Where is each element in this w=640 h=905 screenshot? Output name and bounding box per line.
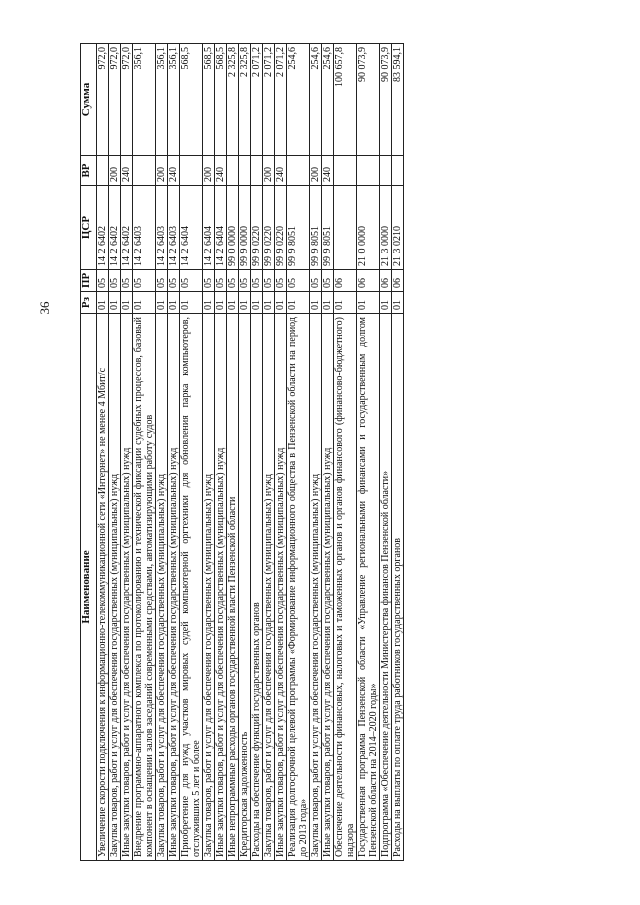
- table-row: [310, 44, 322, 861]
- header-rz: Рз: [81, 292, 97, 314]
- cell-sum: 254,6: [287, 44, 310, 156]
- cell-sum: 568,5: [203, 44, 215, 156]
- table-row: [334, 44, 357, 861]
- cell-vr: [97, 156, 109, 186]
- cell-name: Закупка товаров, работ и услуг для обеспечения государственных (муниципальных) нужд: [310, 314, 322, 861]
- table-row: [357, 44, 380, 861]
- cell-sum: 90 073,9: [357, 44, 380, 156]
- cell-csr: 21 3 0210: [392, 186, 404, 270]
- cell-name: Закупка товаров, работ и услуг для обеспечения государственных (муниципальных) нужд: [203, 314, 215, 861]
- cell-sum: 972,0: [109, 44, 121, 156]
- cell-sum: 356,1: [168, 44, 180, 156]
- cell-vr: [287, 156, 310, 186]
- cell-name: Государственная программа Пензенской области «Управление региональными финансами и государственным долгом Пензенской области на 2014–2020 годы»: [357, 314, 380, 861]
- cell-name: Увеличение скорости подключения к информационно-телекоммуникационной сети «Интернет» не менее 4 Мбит/с: [97, 314, 109, 861]
- cell-csr: 14 2 6404: [180, 186, 203, 270]
- budget-table-rotated: [80, 44, 522, 861]
- cell-vr: 200: [310, 156, 322, 186]
- cell-csr: 99 9 0220: [275, 186, 287, 270]
- cell-sum: 972,0: [121, 44, 133, 156]
- cell-csr: 14 2 6403: [168, 186, 180, 270]
- cell-csr: 99 9 0000: [239, 186, 251, 270]
- cell-pr: 05: [133, 270, 156, 292]
- cell-pr: 05: [310, 270, 322, 292]
- cell-csr: 99 9 0220: [263, 186, 275, 270]
- cell-name: Закупка товаров, работ и услуг для обеспечения государственных (муниципальных) нужд: [156, 314, 168, 861]
- cell-vr: 240: [322, 156, 334, 186]
- cell-rz: 01: [133, 292, 156, 314]
- table-row: [392, 44, 404, 861]
- table-row: [263, 44, 275, 861]
- cell-pr: 05: [109, 270, 121, 292]
- cell-csr: 14 2 6403: [156, 186, 168, 270]
- cell-rz: 01: [357, 292, 380, 314]
- table-row: [97, 44, 109, 861]
- table-row: [287, 44, 310, 861]
- cell-pr: 06: [357, 270, 380, 292]
- cell-pr: 05: [121, 270, 133, 292]
- cell-name: Иные закупки товаров, работ и услуг для обеспечения государственных (муниципальных) нужд: [215, 314, 227, 861]
- cell-pr: 05: [156, 270, 168, 292]
- header-vr: ВР: [81, 156, 97, 186]
- cell-name: Реализация долгосрочной целевой программы «Формирование информационного общества в Пензенской области на период до 2013 года»: [287, 314, 310, 861]
- cell-csr: 99 9 0220: [251, 186, 263, 270]
- cell-sum: 2 325,8: [239, 44, 251, 156]
- table-row: [203, 44, 215, 861]
- table-row: [133, 44, 156, 861]
- cell-name: Иные закупки товаров, работ и услуг для обеспечения государственных (муниципальных) нужд: [168, 314, 180, 861]
- cell-csr: 21 0 0000: [357, 186, 380, 270]
- cell-sum: 568,5: [180, 44, 203, 156]
- cell-rz: 01: [121, 292, 133, 314]
- cell-vr: [251, 156, 263, 186]
- cell-rz: 01: [109, 292, 121, 314]
- cell-rz: 01: [310, 292, 322, 314]
- cell-csr: 14 2 6404: [215, 186, 227, 270]
- cell-vr: 240: [275, 156, 287, 186]
- cell-pr: 05: [215, 270, 227, 292]
- cell-vr: [392, 156, 404, 186]
- cell-name: Обеспечение деятельности финансовых, налоговых и таможенных органов и органов финансового (финансово-бюджетного) надзора: [334, 314, 357, 861]
- cell-name: Расходы на обеспечение функций государственных органов: [251, 314, 263, 861]
- cell-pr: 05: [97, 270, 109, 292]
- cell-vr: 200: [156, 156, 168, 186]
- cell-pr: 05: [180, 270, 203, 292]
- cell-vr: 200: [203, 156, 215, 186]
- header-name: Наименование: [81, 314, 97, 861]
- cell-vr: 240: [121, 156, 133, 186]
- cell-rz: 01: [322, 292, 334, 314]
- cell-name: Расходы на выплаты по оплате труда работников государственных органов: [392, 314, 404, 861]
- cell-rz: 01: [275, 292, 287, 314]
- cell-csr: 14 2 6404: [203, 186, 215, 270]
- cell-pr: 05: [251, 270, 263, 292]
- cell-vr: [380, 156, 392, 186]
- cell-name: Иные закупки товаров, работ и услуг для обеспечения государственных (муниципальных) нужд: [121, 314, 133, 861]
- cell-rz: 01: [203, 292, 215, 314]
- cell-name: Внедрение программно-аппаратного комплекса по протоколированию и технической фиксации судебных процессов, базовый компонент в оснащении залов заседаний современными средствами, автоматизирующими работу судов: [133, 314, 156, 861]
- cell-name: Иные закупки товаров, работ и услуг для обеспечения государственных (муниципальных) нужд: [322, 314, 334, 861]
- cell-rz: 01: [215, 292, 227, 314]
- cell-csr: 14 2 6402: [121, 186, 133, 270]
- cell-pr: 06: [334, 270, 357, 292]
- cell-pr: 05: [203, 270, 215, 292]
- cell-rz: 01: [334, 292, 357, 314]
- table-row: [227, 44, 239, 861]
- cell-csr: 14 2 6402: [109, 186, 121, 270]
- table-row: [251, 44, 263, 861]
- cell-sum: 568,5: [215, 44, 227, 156]
- table-row: [239, 44, 251, 861]
- cell-rz: 01: [380, 292, 392, 314]
- header-sum: Сумма: [81, 44, 97, 156]
- cell-pr: 05: [168, 270, 180, 292]
- cell-rz: 01: [251, 292, 263, 314]
- cell-sum: 83 594,1: [392, 44, 404, 156]
- cell-vr: [133, 156, 156, 186]
- cell-name: Иные закупки товаров, работ и услуг для обеспечения государственных (муниципальных) нужд: [275, 314, 287, 861]
- cell-csr: [334, 186, 357, 270]
- table-body: [97, 44, 404, 861]
- cell-sum: 356,1: [156, 44, 168, 156]
- table-row: [168, 44, 180, 861]
- cell-pr: 05: [275, 270, 287, 292]
- cell-rz: 01: [180, 292, 203, 314]
- cell-vr: 200: [263, 156, 275, 186]
- cell-csr: 14 2 6402: [97, 186, 109, 270]
- cell-sum: 90 073,9: [380, 44, 392, 156]
- cell-rz: 01: [97, 292, 109, 314]
- cell-pr: 06: [392, 270, 404, 292]
- cell-csr: 14 2 6403: [133, 186, 156, 270]
- cell-csr: 99 0 0000: [227, 186, 239, 270]
- cell-rz: 01: [287, 292, 310, 314]
- header-csr: ЦСР: [81, 186, 97, 270]
- cell-sum: 972,0: [97, 44, 109, 156]
- cell-vr: 240: [168, 156, 180, 186]
- cell-csr: 21 3 0000: [380, 186, 392, 270]
- cell-sum: 2 071,2: [263, 44, 275, 156]
- budget-table: [80, 43, 404, 861]
- page-number: 36: [37, 301, 52, 315]
- cell-pr: 05: [263, 270, 275, 292]
- cell-sum: 356,1: [133, 44, 156, 156]
- table-row: [156, 44, 168, 861]
- cell-vr: 240: [215, 156, 227, 186]
- cell-sum: 2 071,2: [275, 44, 287, 156]
- cell-csr: 99 9 8051: [287, 186, 310, 270]
- cell-pr: 05: [227, 270, 239, 292]
- cell-sum: 254,6: [322, 44, 334, 156]
- table-row: [215, 44, 227, 861]
- table-row: [180, 44, 203, 861]
- cell-name: Закупка товаров, работ и услуг для обеспечения государственных (муниципальных) нужд: [109, 314, 121, 861]
- cell-name: Подпрограмма «Обеспечение деятельности Министерства финансов Пензенской области»: [380, 314, 392, 861]
- cell-rz: 01: [227, 292, 239, 314]
- cell-csr: 99 9 8051: [322, 186, 334, 270]
- cell-name: Закупка товаров, работ и услуг для обеспечения государственных (муниципальных) нужд: [263, 314, 275, 861]
- cell-vr: [357, 156, 380, 186]
- table-row: [275, 44, 287, 861]
- cell-sum: 100 657,8: [334, 44, 357, 156]
- table-row: [109, 44, 121, 861]
- cell-vr: [227, 156, 239, 186]
- cell-pr: 06: [380, 270, 392, 292]
- cell-vr: 200: [109, 156, 121, 186]
- cell-rz: 01: [239, 292, 251, 314]
- cell-rz: 01: [392, 292, 404, 314]
- cell-rz: 01: [168, 292, 180, 314]
- cell-rz: 01: [156, 292, 168, 314]
- cell-name: Приобретение для нужд участков мировых судей компьютерной оргтехники для обновления парка компьютеров, отслуживших 5 лет и более: [180, 314, 203, 861]
- cell-vr: [334, 156, 357, 186]
- cell-csr: 99 9 8051: [310, 186, 322, 270]
- table-row: [322, 44, 334, 861]
- table-header-row: [81, 44, 97, 861]
- cell-name: Кредиторская задолженность: [239, 314, 251, 861]
- cell-vr: [239, 156, 251, 186]
- cell-name: Иные непрограммные расходы органов государственной власти Пензенской области: [227, 314, 239, 861]
- cell-pr: 05: [239, 270, 251, 292]
- cell-sum: 2 325,8: [227, 44, 239, 156]
- cell-pr: 05: [287, 270, 310, 292]
- header-pr: ПР: [81, 270, 97, 292]
- table-row: [121, 44, 133, 861]
- cell-vr: [180, 156, 203, 186]
- cell-sum: 254,6: [310, 44, 322, 156]
- cell-pr: 05: [322, 270, 334, 292]
- cell-rz: 01: [263, 292, 275, 314]
- cell-sum: 2 071,2: [251, 44, 263, 156]
- table-row: [380, 44, 392, 861]
